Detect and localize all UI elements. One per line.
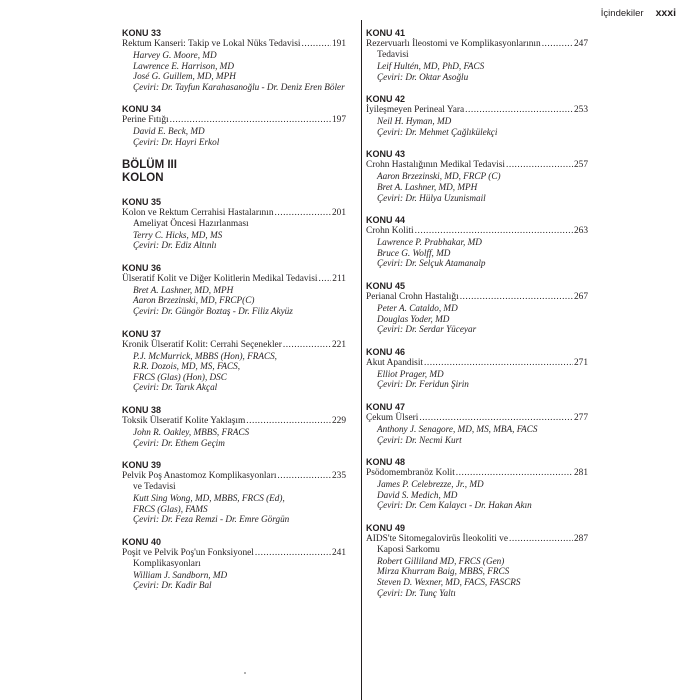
translator-line: Çeviri: Dr. Feza Remzi - Dr. Emre Görgün	[133, 514, 290, 525]
page-number: 263	[573, 226, 588, 237]
author-line: William J. Sandborn, MD	[133, 569, 228, 580]
toc-title-row[interactable]	[366, 105, 588, 116]
toc-title-row[interactable]	[366, 292, 588, 303]
chapter-title-continuation: Kaposi Sarkomu	[377, 544, 440, 555]
page-number: 197	[331, 115, 346, 126]
chapter-title: Perine Fıtığı	[122, 115, 169, 126]
toc-title-row[interactable]	[366, 39, 588, 50]
chapter-title: İyileşmeyen Perineal Yara	[366, 105, 465, 116]
page-number: 201	[331, 207, 346, 218]
dot-leader	[509, 534, 573, 545]
author-line: David S. Medich, MD	[377, 489, 458, 500]
author-line: Peter A. Cataldo, MD	[377, 302, 458, 313]
toc-title-row[interactable]	[122, 39, 346, 50]
chapter-number: KONU 44	[366, 215, 406, 226]
chapter-number: KONU 43	[366, 149, 406, 160]
section-heading-line: BÖLÜM III	[122, 158, 177, 171]
author-line: James P. Celebrezze, Jr., MD	[377, 479, 484, 490]
toc-entry	[122, 328, 346, 393]
author-line: FRCS (Glas), FAMS	[133, 503, 208, 514]
toc-entry	[366, 346, 588, 390]
chapter-number: KONU 47	[366, 401, 406, 412]
toc-entry	[366, 214, 588, 269]
author-line: Anthony J. Senagore, MD, MS, MBA, FACS	[377, 423, 538, 434]
dot-leader	[465, 105, 573, 116]
dot-leader	[460, 292, 573, 303]
author-line: Mirza Khurram Baig, MBBS, FRCS	[377, 566, 510, 577]
translator-line: Çeviri: Dr. Tunç Yaltı	[377, 587, 456, 598]
translator-line: Çeviri: Dr. Cem Kalaycı - Dr. Hakan Akın	[377, 500, 532, 511]
author-line: David E. Beck, MD	[133, 126, 205, 137]
author-line: Lawrence E. Harrison, MD	[133, 60, 234, 71]
chapter-title-continuation: Komplikasyonları	[133, 558, 201, 569]
page-number: 271	[573, 357, 588, 368]
toc-title-row[interactable]	[122, 274, 346, 285]
translator-line: Çeviri: Dr. Ethem Geçim	[133, 437, 225, 448]
header-title: İçindekiler	[600, 8, 644, 19]
author-line: Aaron Brzezinski, MD, FRCP(C)	[133, 295, 255, 306]
author-line: Aaron Brzezinski, MD, FRCP (C)	[377, 171, 501, 182]
author-line: FRCS (Glas) (Hon), DSC	[133, 371, 227, 382]
author-line: Bret A. Lashner, MD, MPH	[377, 181, 478, 192]
dot-leader	[255, 548, 331, 559]
toc-entry	[366, 27, 588, 82]
chapter-number: KONU 38	[122, 404, 162, 415]
author-line: Terry C. Hicks, MD, MS	[133, 229, 223, 240]
chapter-number: KONU 42	[366, 94, 406, 105]
dot-leader	[275, 208, 331, 219]
translator-line: Çeviri: Dr. Oktar Asoğlu	[377, 71, 469, 82]
chapter-title-continuation: ve Tedavisi	[133, 482, 176, 493]
author-line: Bret A. Lashner, MD, MPH	[133, 284, 234, 295]
page-number: 277	[573, 412, 588, 423]
page-number: 281	[573, 468, 588, 479]
author-line: Robert Gilliland MD, FRCS (Gen)	[377, 555, 505, 566]
page-number: 267	[573, 291, 588, 302]
page-number: 211	[332, 273, 346, 284]
running-header	[601, 7, 676, 19]
author-line: R.R. Dozois, MD, MS, FACS,	[133, 361, 241, 372]
chapter-number: KONU 35	[122, 196, 162, 207]
dot-leader	[419, 413, 573, 424]
chapter-title-continuation: Ameliyat Öncesi Hazırlanması	[133, 218, 249, 229]
toc-entry	[366, 456, 588, 511]
chapter-number: KONU 49	[366, 522, 406, 533]
chapter-title: Psödomembranöz Kolit	[366, 468, 455, 479]
chapter-number: KONU 36	[122, 262, 162, 273]
dot-leader	[246, 416, 331, 427]
page-number: 191	[331, 39, 346, 49]
toc-entry	[122, 404, 346, 448]
translator-line: Çeviri: Dr. Serdar Yüceyar	[377, 324, 477, 335]
toc-title-row[interactable]	[366, 534, 588, 545]
chapter-title: Ülseratif Kolit ve Diğer Kolitlerin Medikal Tedavisi	[122, 273, 318, 284]
author-line: Lawrence P. Prabhakar, MD	[377, 237, 482, 248]
chapter-number: KONU 41	[366, 28, 406, 38]
author-line: Leif Hultén, MD, PhD, FACS	[377, 61, 485, 71]
dot-leader	[170, 115, 331, 126]
header-page-number: xxxi	[655, 7, 676, 19]
dot-leader	[302, 39, 331, 50]
chapter-title: Crohn Koliti	[366, 226, 414, 237]
author-line: Bruce G. Wolff, MD	[377, 247, 451, 258]
chapter-title: Rezervuarlı İleostomi ve Komplikasyonlarının	[366, 39, 541, 49]
toc-title-row[interactable]	[366, 160, 588, 171]
toc-entry	[366, 522, 588, 598]
column-divider	[361, 20, 362, 700]
chapter-number: KONU 33	[122, 28, 162, 38]
page-speck	[244, 672, 246, 674]
author-line: John R. Oakley, MBBS, FRACS	[133, 426, 250, 437]
translator-line: Çeviri: Dr. Mehmet Çağlıkülekçi	[377, 126, 498, 137]
chapter-number: KONU 39	[122, 460, 162, 471]
toc-entry	[122, 262, 346, 317]
toc-entry	[122, 459, 346, 525]
chapter-number: KONU 37	[122, 328, 162, 339]
chapter-title: Kronik Ülseratif Kolit: Cerrahi Seçenekler	[122, 339, 282, 350]
page-number: 235	[331, 471, 346, 482]
toc-entry	[366, 148, 588, 203]
author-line: Douglas Yoder, MD	[377, 313, 450, 324]
toc-title-row[interactable]	[366, 358, 588, 369]
toc-right-column	[366, 27, 588, 609]
toc-entry	[366, 401, 588, 445]
chapter-title: Crohn Hastalığının Medikal Tedavisi	[366, 160, 505, 171]
translator-line: Çeviri: Dr. Hülya Uzunismail	[377, 192, 486, 203]
page-number: 257	[573, 160, 588, 171]
author-line: P.J. McMurrick, MBBS (Hon), FRACS,	[133, 350, 277, 361]
toc-title-row[interactable]	[122, 208, 346, 219]
dot-leader	[277, 471, 331, 482]
dot-leader	[283, 340, 331, 351]
chapter-title: Rektum Kanseri: Takip ve Lokal Nüks Tedavisi	[122, 39, 301, 49]
toc-title-row[interactable]	[122, 340, 346, 351]
chapter-number: KONU 48	[366, 457, 406, 468]
chapter-title: Poşit ve Pelvik Poş'un Fonksiyonel	[122, 547, 254, 558]
translator-line: Çeviri: Dr. Güngör Boztaş - Dr. Filiz Akyüz	[133, 305, 293, 316]
chapter-number: KONU 45	[366, 280, 406, 291]
chapter-title: Çekum Ülseri	[366, 412, 419, 423]
author-line: José G. Guillem, MD, MPH	[133, 71, 236, 82]
chapter-title-continuation: Tedavisi	[377, 50, 409, 60]
dot-leader	[456, 468, 573, 479]
dot-leader	[542, 39, 573, 50]
section-heading-line: KOLON	[122, 171, 164, 184]
translator-line: Çeviri: Dr. Tayfun Karahasanoğlu - Dr. Deniz Eren Böler	[133, 81, 345, 92]
chapter-number: KONU 40	[122, 536, 162, 547]
page-number: 221	[331, 339, 346, 350]
author-line: Elliot Prager, MD	[377, 368, 444, 379]
toc-title-row[interactable]	[366, 468, 588, 479]
chapter-title: Pelvik Poş Anastomoz Komplikasyonları	[122, 471, 277, 482]
dot-leader	[415, 226, 573, 237]
toc-title-row[interactable]	[122, 471, 346, 482]
toc-entry	[366, 280, 588, 335]
chapter-title: AIDS'te Sitomegalovirüs İleokoliti ve	[366, 533, 509, 544]
toc-title-row[interactable]	[366, 226, 588, 237]
page-number: 287	[573, 533, 588, 544]
author-line: Neil H. Hyman, MD	[377, 116, 452, 127]
author-line: Harvey G. Moore, MD	[133, 50, 217, 60]
toc-title-row[interactable]	[122, 115, 346, 126]
page-number: 229	[331, 415, 346, 426]
toc-title-row[interactable]	[122, 416, 346, 427]
page-number: 247	[573, 39, 588, 49]
translator-line: Çeviri: Dr. Ediz Altınlı	[133, 240, 217, 251]
chapter-title: Akut Apandisit	[366, 357, 424, 368]
chapter-title: Perianal Crohn Hastalığı	[366, 291, 459, 302]
translator-line: Çeviri: Dr. Feridun Şirin	[377, 379, 469, 390]
translator-line: Çeviri: Dr. Tarık Akçal	[133, 382, 218, 393]
chapter-title: Kolon ve Rektum Cerrahisi Hastalarının	[122, 207, 274, 218]
translator-line: Çeviri: Dr. Necmi Kurt	[377, 434, 462, 445]
translator-line: Çeviri: Dr. Hayri Erkol	[133, 136, 220, 147]
toc-entry	[122, 103, 346, 147]
dot-leader	[318, 274, 331, 285]
translator-line: Çeviri: Dr. Selçuk Atamanalp	[377, 258, 486, 269]
chapter-title: Toksik Ülseratif Kolite Yaklaşım	[122, 415, 246, 426]
toc-title-row[interactable]	[366, 413, 588, 424]
author-line: Steven D. Wexner, MD, FACS, FASCRS	[377, 577, 521, 588]
section-heading	[122, 159, 346, 185]
author-line: Kutt Sing Wong, MD, MBBS, FRCS (Ed),	[133, 493, 285, 504]
dot-leader	[506, 160, 573, 171]
chapter-number: KONU 46	[366, 346, 406, 357]
dot-leader	[424, 358, 573, 369]
page-number: 253	[573, 105, 588, 116]
toc-left-column	[122, 27, 346, 602]
chapter-number: KONU 34	[122, 104, 162, 115]
toc-entry	[122, 196, 346, 251]
toc-entry	[122, 536, 346, 591]
page-number: 241	[331, 547, 346, 558]
toc-entry	[122, 27, 346, 92]
translator-line: Çeviri: Dr. Kadir Bal	[133, 580, 212, 591]
toc-title-row[interactable]	[122, 548, 346, 559]
toc-entry	[366, 93, 588, 137]
